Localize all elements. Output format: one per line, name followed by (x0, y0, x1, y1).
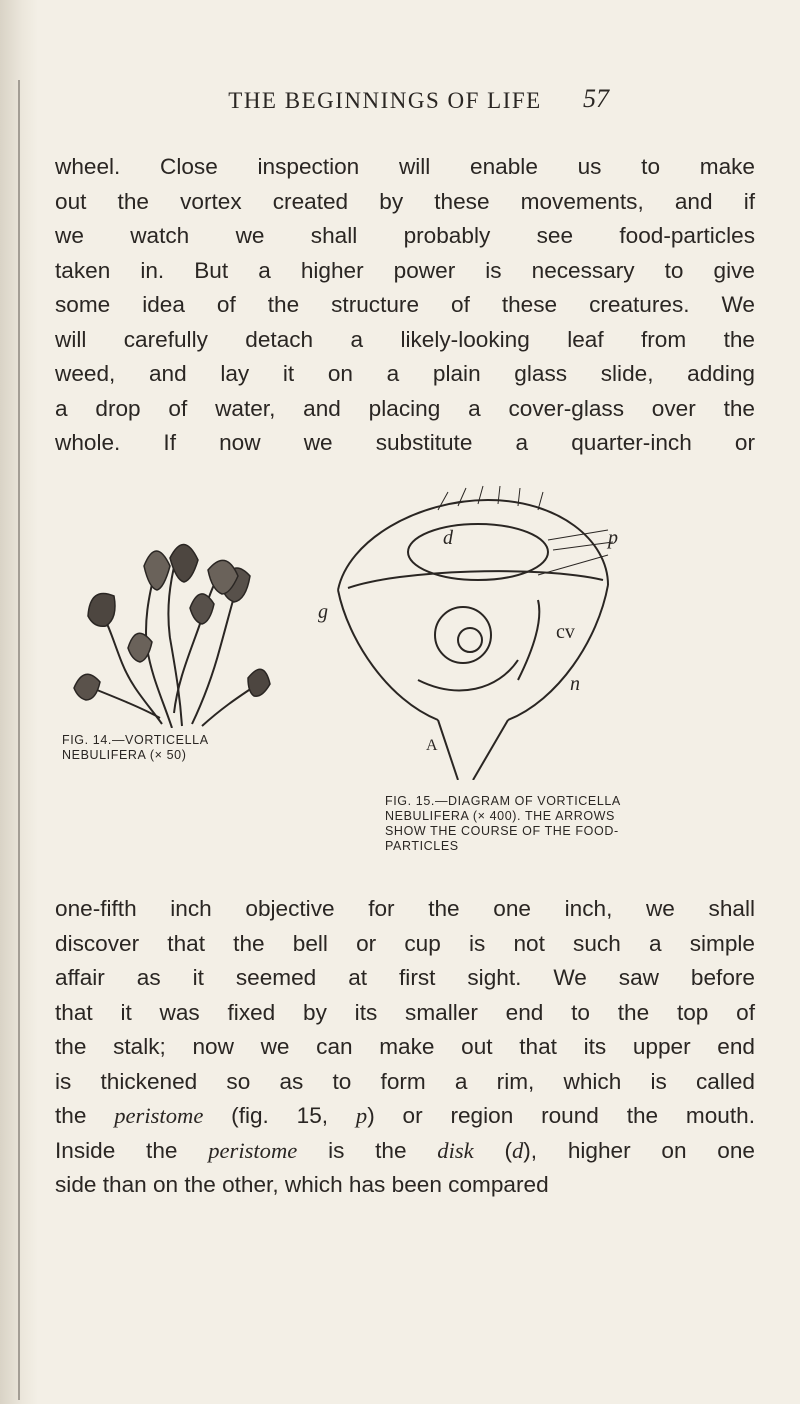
paragraph-2 (55, 892, 755, 1203)
term-disk: disk (437, 1137, 474, 1163)
text-line: taken in. But a higher power is necessary to give (55, 257, 755, 283)
figure-15-caption (385, 794, 685, 854)
label-p: p (608, 527, 618, 549)
term-p: p (355, 1103, 368, 1128)
text-run: ) or region round the mouth. (367, 1103, 755, 1128)
text-run: is the (297, 1137, 438, 1163)
text-run: (fig. 15, (203, 1103, 356, 1128)
term-peristome: peristome (208, 1137, 298, 1163)
text-line: that it was fixed by its smaller end to the top of (55, 999, 755, 1025)
label-cv: cv (556, 621, 575, 643)
caption-line: PARTICLES (385, 839, 459, 853)
text-run: the (55, 1103, 115, 1128)
gutter-line (18, 80, 20, 1400)
figure-14-caption (62, 733, 272, 763)
text-line: side than on the other, which has been compared (55, 1172, 549, 1197)
text-line: wheel. Close inspection will enable us to make (55, 154, 755, 179)
figure-15-diagram (308, 480, 628, 780)
text-line: discover that the bell or cup is not such a simple (55, 930, 755, 956)
text-line: the stalk; now we can make out that its upper end (55, 1034, 755, 1059)
text-line: whole. If now we substitute a quarter-inch or (55, 430, 755, 455)
caption-line: NEBULIFERA (× 400). THE ARROWS (385, 809, 615, 823)
text-run: ( (473, 1137, 512, 1163)
label-n: n (570, 673, 580, 695)
text-line: out the vortex created by these movements, and if (55, 188, 755, 214)
label-A: A (426, 737, 438, 754)
text-line (55, 1099, 755, 1134)
label-d: d (443, 527, 453, 549)
caption-line: SHOW THE COURSE OF THE FOOD- (385, 824, 619, 838)
running-header: THE BEGINNINGS OF LIFE (228, 88, 542, 113)
text-line: will carefully detach a likely-looking leaf from the (55, 326, 755, 352)
term-peristome: peristome (114, 1103, 204, 1128)
text-line: we watch we shall probably see food-particles (55, 223, 755, 248)
caption-line: FIG. 15.—DIAGRAM OF VORTICELLA (385, 794, 621, 808)
figure-14-illustration (52, 528, 272, 728)
text-line: weed, and lay it on a plain glass slide, adding (55, 361, 755, 386)
text-line: one-fifth inch objective for the one inch, we shall (55, 896, 755, 921)
term-d: d (511, 1137, 524, 1163)
text-line: some idea of the structure of these creatures. We (55, 292, 755, 317)
text-line: a drop of water, and placing a cover-glass over the (55, 395, 755, 421)
text-run: Inside the (55, 1137, 209, 1163)
caption-line: FIG. 14.—VORTICELLA (62, 733, 209, 747)
text-run: ), higher on one (523, 1137, 755, 1163)
text-line: affair as it seemed at first sight. We saw before (55, 965, 755, 990)
text-line: is thickened so as to form a rim, which is called (55, 1068, 755, 1094)
text-line (55, 1134, 755, 1169)
paragraph-1 (55, 150, 755, 461)
caption-line: NEBULIFERA (× 50) (62, 748, 187, 762)
label-g: g (318, 601, 328, 623)
page-number: 57 (583, 84, 609, 113)
